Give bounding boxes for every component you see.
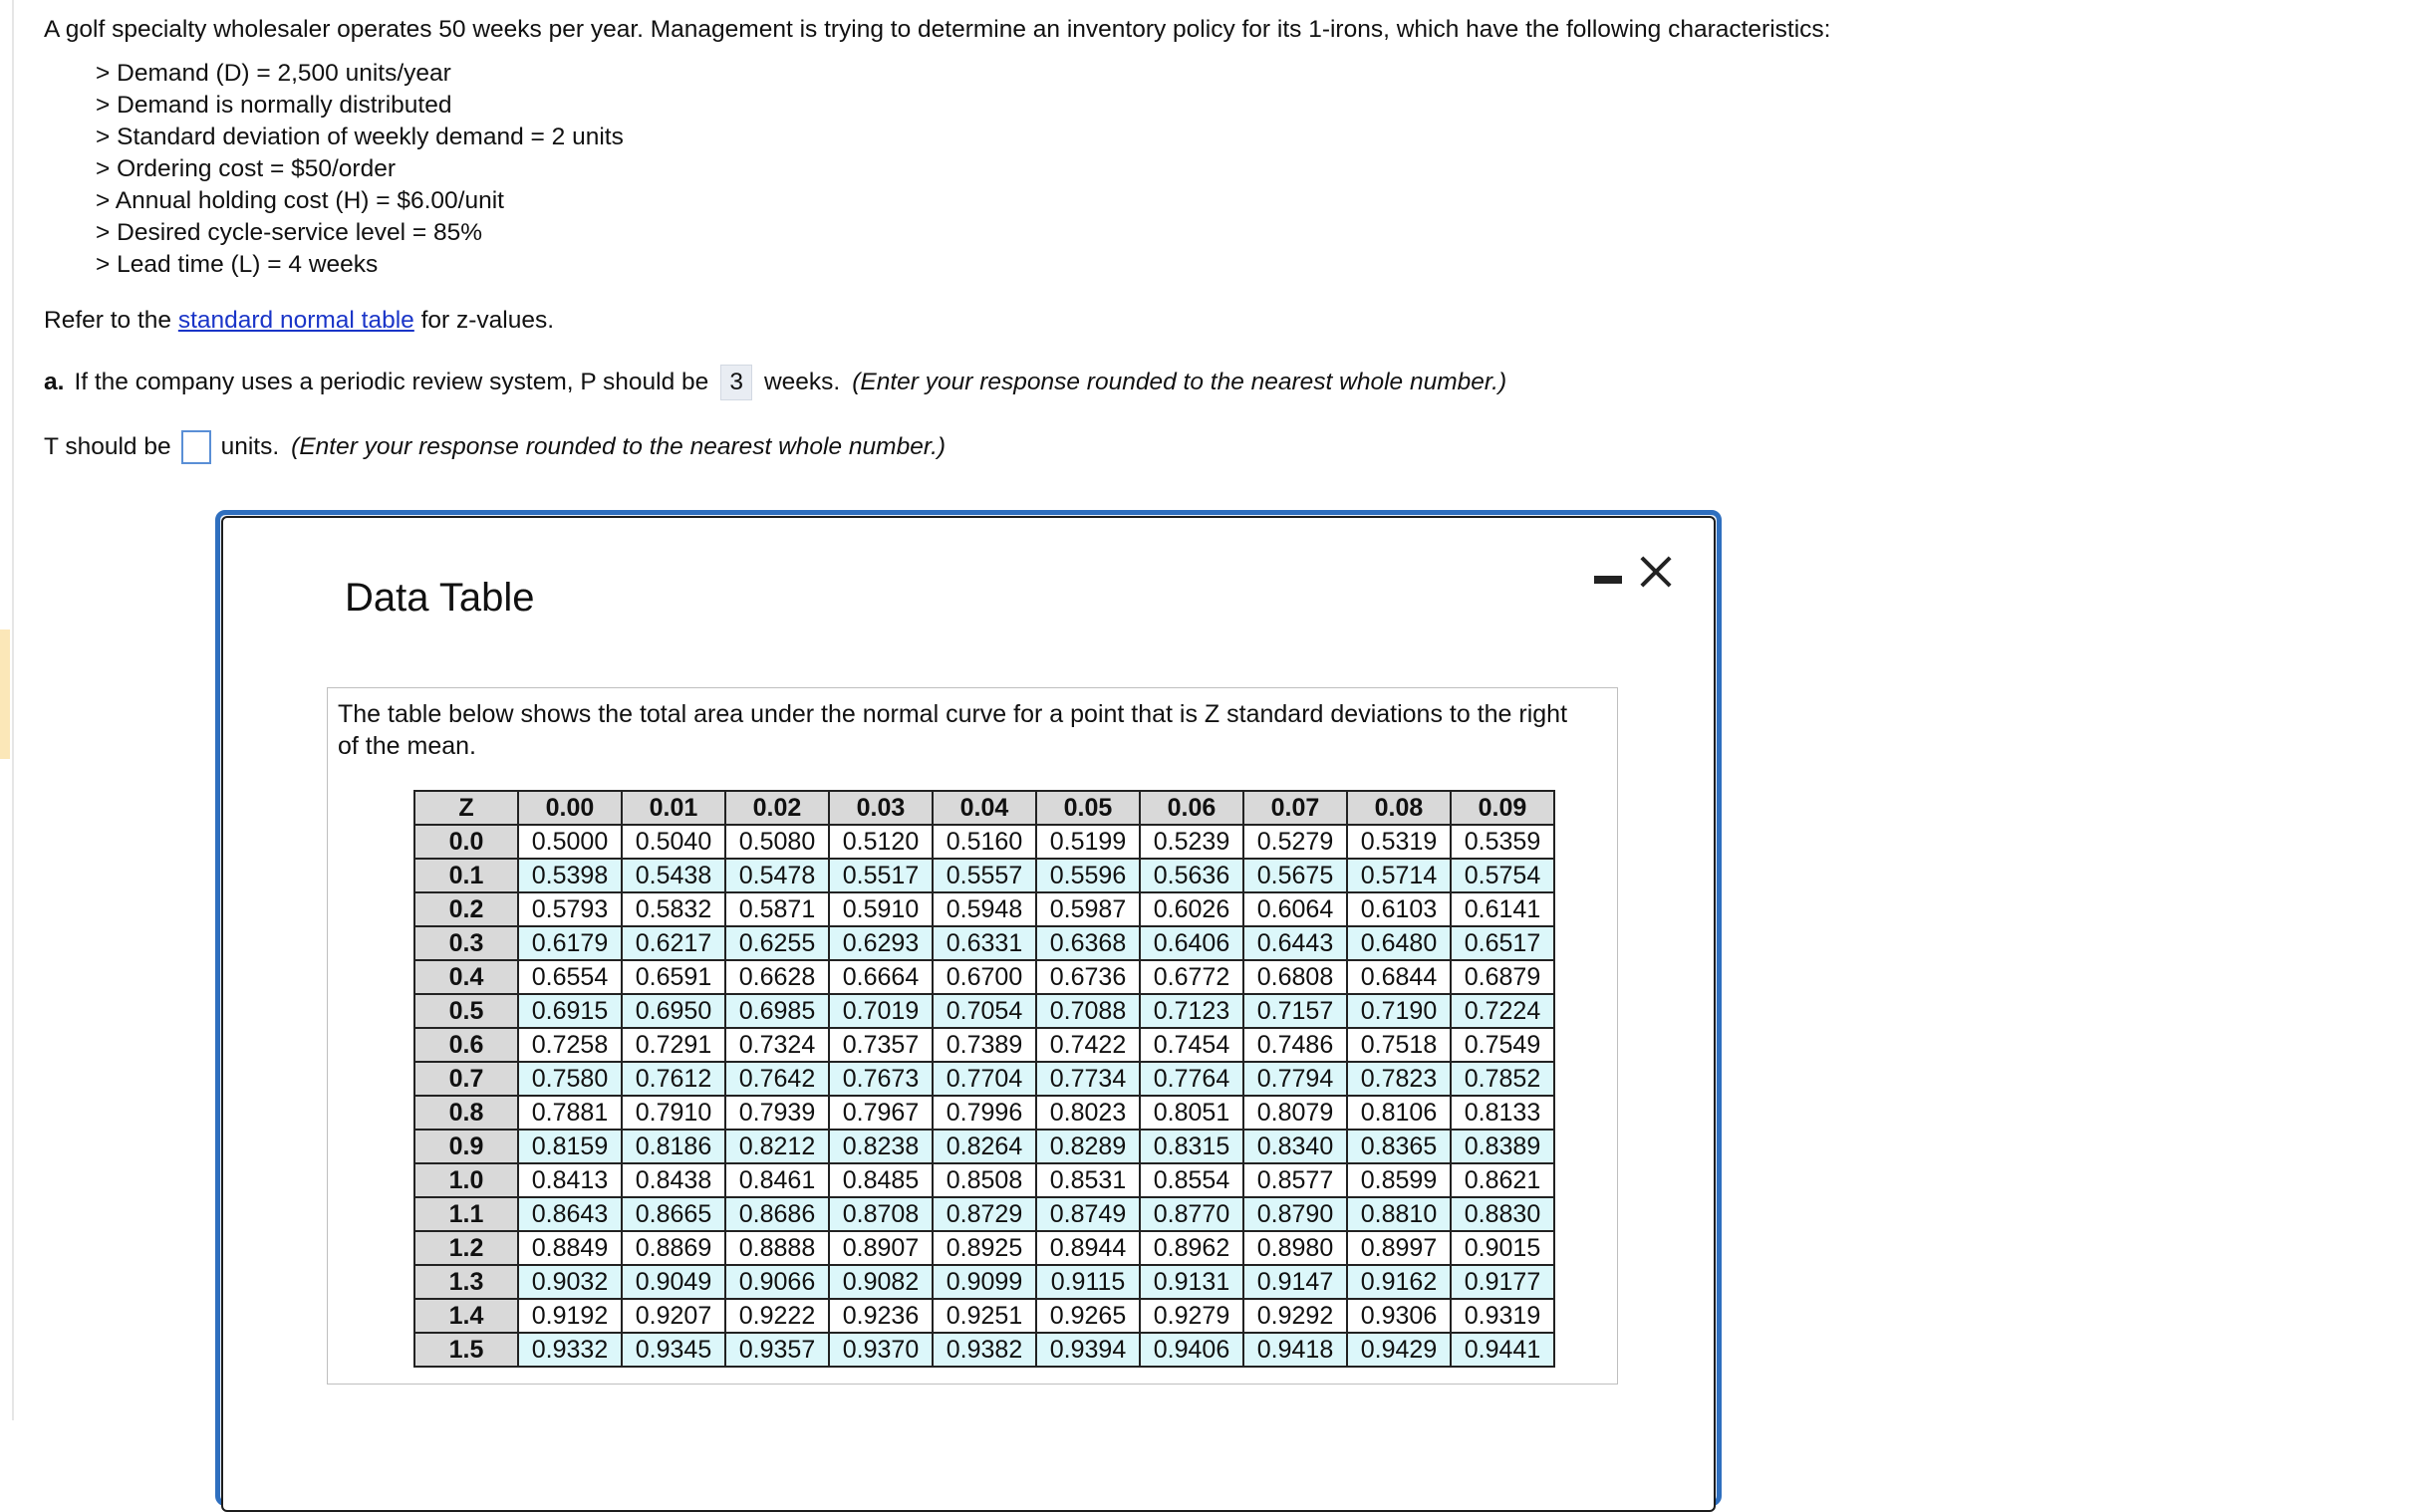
table-cell: 0.6736 <box>1036 960 1140 994</box>
table-cell: 0.8830 <box>1451 1197 1554 1231</box>
table-cell: 0.6591 <box>622 960 725 994</box>
column-header: 0.05 <box>1036 791 1140 825</box>
z-row-header: 0.1 <box>414 859 518 892</box>
table-cell: 0.5557 <box>933 859 1036 892</box>
left-divider <box>12 0 14 1420</box>
table-cell: 0.8413 <box>518 1163 622 1197</box>
table-cell: 0.7486 <box>1243 1028 1347 1062</box>
z-row-header: 0.0 <box>414 825 518 859</box>
part-t-question <box>44 430 2335 464</box>
list-item: > Lead time (L) = 4 weeks <box>96 249 2335 281</box>
table-cell: 0.8729 <box>933 1197 1036 1231</box>
t-answer-input[interactable] <box>181 430 211 464</box>
table-cell: 0.6480 <box>1347 926 1451 960</box>
z-row-header: 0.6 <box>414 1028 518 1062</box>
table-cell: 0.9049 <box>622 1265 725 1299</box>
table-cell: 0.5714 <box>1347 859 1451 892</box>
column-header: 0.09 <box>1451 791 1554 825</box>
table-cell: 0.7939 <box>725 1096 829 1130</box>
table-cell: 0.7580 <box>518 1062 622 1096</box>
table-row <box>414 892 1554 926</box>
table-cell: 0.9099 <box>933 1265 1036 1299</box>
table-cell: 0.5910 <box>829 892 933 926</box>
table-row <box>414 960 1554 994</box>
table-cell: 0.8869 <box>622 1231 725 1265</box>
table-cell: 0.6026 <box>1140 892 1243 926</box>
table-cell: 0.8599 <box>1347 1163 1451 1197</box>
table-cell: 0.9306 <box>1347 1299 1451 1333</box>
table-cell: 0.6772 <box>1140 960 1243 994</box>
table-cell: 0.9251 <box>933 1299 1036 1333</box>
table-cell: 0.8554 <box>1140 1163 1243 1197</box>
table-row <box>414 1265 1554 1299</box>
table-cell: 0.9332 <box>518 1333 622 1367</box>
table-cell: 0.6879 <box>1451 960 1554 994</box>
table-cell: 0.8051 <box>1140 1096 1243 1130</box>
table-cell: 0.9357 <box>725 1333 829 1367</box>
table-cell: 0.5871 <box>725 892 829 926</box>
table-cell: 0.9265 <box>1036 1299 1140 1333</box>
table-cell: 0.7910 <box>622 1096 725 1130</box>
table-cell: 0.5359 <box>1451 825 1554 859</box>
z-row-header: 0.9 <box>414 1130 518 1163</box>
table-cell: 0.8365 <box>1347 1130 1451 1163</box>
table-header-row <box>414 791 1554 825</box>
list-item: > Annual holding cost (H) = $6.00/unit <box>96 185 2335 217</box>
table-cell: 0.9418 <box>1243 1333 1347 1367</box>
table-cell: 0.5398 <box>518 859 622 892</box>
table-cell: 0.5239 <box>1140 825 1243 859</box>
refer-line <box>44 307 2335 335</box>
table-cell: 0.9131 <box>1140 1265 1243 1299</box>
table-cell: 0.7291 <box>622 1028 725 1062</box>
table-cell: 0.6517 <box>1451 926 1554 960</box>
table-cell: 0.7357 <box>829 1028 933 1062</box>
table-cell: 0.8159 <box>518 1130 622 1163</box>
z-table <box>413 790 1555 1368</box>
table-cell: 0.8461 <box>725 1163 829 1197</box>
table-cell: 0.8907 <box>829 1231 933 1265</box>
table-cell: 0.9147 <box>1243 1265 1347 1299</box>
close-icon[interactable] <box>1636 552 1676 592</box>
table-cell: 0.7764 <box>1140 1062 1243 1096</box>
table-cell: 0.5987 <box>1036 892 1140 926</box>
table-cell: 0.8389 <box>1451 1130 1554 1163</box>
column-header: 0.08 <box>1347 791 1451 825</box>
table-row <box>414 1130 1554 1163</box>
table-cell: 0.8485 <box>829 1163 933 1197</box>
table-cell: 0.8997 <box>1347 1231 1451 1265</box>
refer-prefix: Refer to the <box>44 307 172 334</box>
table-cell: 0.8665 <box>622 1197 725 1231</box>
table-cell: 0.8531 <box>1036 1163 1140 1197</box>
table-row <box>414 1299 1554 1333</box>
table-cell: 0.5438 <box>622 859 725 892</box>
part-a-label: a. <box>44 369 65 395</box>
table-row <box>414 825 1554 859</box>
dialog-title: Data Table <box>345 576 535 620</box>
table-cell: 0.6103 <box>1347 892 1451 926</box>
table-cell: 0.7967 <box>829 1096 933 1130</box>
table-cell: 0.6985 <box>725 994 829 1028</box>
table-cell: 0.9066 <box>725 1265 829 1299</box>
table-cell: 0.6331 <box>933 926 1036 960</box>
table-cell: 0.9207 <box>622 1299 725 1333</box>
table-cell: 0.8212 <box>725 1130 829 1163</box>
part-t-text: T should be <box>44 433 171 460</box>
table-cell: 0.8577 <box>1243 1163 1347 1197</box>
table-row <box>414 1028 1554 1062</box>
table-row <box>414 1231 1554 1265</box>
table-cell: 0.9441 <box>1451 1333 1554 1367</box>
table-panel[interactable] <box>327 687 1618 1385</box>
table-cell: 0.6915 <box>518 994 622 1028</box>
table-cell: 0.7422 <box>1036 1028 1140 1062</box>
z-row-header: 1.2 <box>414 1231 518 1265</box>
z-row-header: 1.0 <box>414 1163 518 1197</box>
table-cell: 0.8749 <box>1036 1197 1140 1231</box>
table-cell: 0.9222 <box>725 1299 829 1333</box>
table-cell: 0.8686 <box>725 1197 829 1231</box>
table-cell: 0.9015 <box>1451 1231 1554 1265</box>
table-cell: 0.7019 <box>829 994 933 1028</box>
column-header: 0.04 <box>933 791 1036 825</box>
table-cell: 0.5754 <box>1451 859 1554 892</box>
table-cell: 0.8264 <box>933 1130 1036 1163</box>
table-cell: 0.7518 <box>1347 1028 1451 1062</box>
z-row-header: 0.7 <box>414 1062 518 1096</box>
table-cell: 0.8810 <box>1347 1197 1451 1231</box>
table-cell: 0.8770 <box>1140 1197 1243 1231</box>
table-cell: 0.5199 <box>1036 825 1140 859</box>
z-row-header: 1.5 <box>414 1333 518 1367</box>
list-item: > Demand is normally distributed <box>96 90 2335 122</box>
table-cell: 0.6217 <box>622 926 725 960</box>
z-row-header: 1.1 <box>414 1197 518 1231</box>
table-cell: 0.7324 <box>725 1028 829 1062</box>
table-cell: 0.5279 <box>1243 825 1347 859</box>
z-row-header: 0.3 <box>414 926 518 960</box>
column-header: 0.07 <box>1243 791 1347 825</box>
table-cell: 0.9406 <box>1140 1333 1243 1367</box>
table-cell: 0.8708 <box>829 1197 933 1231</box>
table-cell: 0.5080 <box>725 825 829 859</box>
column-header: 0.00 <box>518 791 622 825</box>
table-cell: 0.7673 <box>829 1062 933 1096</box>
column-header: 0.06 <box>1140 791 1243 825</box>
list-item: > Standard deviation of weekly demand = 2 units <box>96 122 2335 153</box>
table-cell: 0.8621 <box>1451 1163 1554 1197</box>
table-cell: 0.9382 <box>933 1333 1036 1367</box>
table-cell: 0.8790 <box>1243 1197 1347 1231</box>
table-cell: 0.6808 <box>1243 960 1347 994</box>
table-cell: 0.9177 <box>1451 1265 1554 1299</box>
table-cell: 0.9162 <box>1347 1265 1451 1299</box>
table-cell: 0.9032 <box>518 1265 622 1299</box>
table-cell: 0.7823 <box>1347 1062 1451 1096</box>
z-column-header: Z <box>414 791 518 825</box>
table-cell: 0.6443 <box>1243 926 1347 960</box>
z-row-header: 0.5 <box>414 994 518 1028</box>
table-cell: 0.9192 <box>518 1299 622 1333</box>
table-cell: 0.8315 <box>1140 1130 1243 1163</box>
problem-statement <box>44 14 2335 464</box>
table-cell: 0.7088 <box>1036 994 1140 1028</box>
table-cell: 0.8079 <box>1243 1096 1347 1130</box>
table-cell: 0.8980 <box>1243 1231 1347 1265</box>
table-cell: 0.6950 <box>622 994 725 1028</box>
table-cell: 0.6406 <box>1140 926 1243 960</box>
table-cell: 0.5040 <box>622 825 725 859</box>
table-cell: 0.6293 <box>829 926 933 960</box>
table-row <box>414 1062 1554 1096</box>
list-item: > Ordering cost = $50/order <box>96 153 2335 185</box>
table-cell: 0.8106 <box>1347 1096 1451 1130</box>
table-cell: 0.7054 <box>933 994 1036 1028</box>
z-row-header: 0.8 <box>414 1096 518 1130</box>
table-cell: 0.6368 <box>1036 926 1140 960</box>
table-cell: 0.7852 <box>1451 1062 1554 1096</box>
table-cell: 0.5478 <box>725 859 829 892</box>
table-cell: 0.6628 <box>725 960 829 994</box>
table-cell: 0.6141 <box>1451 892 1554 926</box>
table-row <box>414 1096 1554 1130</box>
table-cell: 0.7190 <box>1347 994 1451 1028</box>
table-cell: 0.5319 <box>1347 825 1451 859</box>
table-cell: 0.7157 <box>1243 994 1347 1028</box>
table-cell: 0.8133 <box>1451 1096 1554 1130</box>
table-cell: 0.5793 <box>518 892 622 926</box>
table-cell: 0.6064 <box>1243 892 1347 926</box>
table-cell: 0.7549 <box>1451 1028 1554 1062</box>
table-cell: 0.5120 <box>829 825 933 859</box>
table-cell: 0.8438 <box>622 1163 725 1197</box>
part-a-unit: weeks. <box>763 369 841 395</box>
table-cell: 0.7734 <box>1036 1062 1140 1096</box>
table-cell: 0.8888 <box>725 1231 829 1265</box>
table-cell: 0.5832 <box>622 892 725 926</box>
table-cell: 0.7454 <box>1140 1028 1243 1062</box>
table-cell: 0.6179 <box>518 926 622 960</box>
table-cell: 0.5517 <box>829 859 933 892</box>
table-row <box>414 994 1554 1028</box>
part-t-hint: (Enter your response rounded to the nearest whole number.) <box>291 433 947 460</box>
table-cell: 0.5948 <box>933 892 1036 926</box>
table-cell: 0.7612 <box>622 1062 725 1096</box>
table-cell: 0.8023 <box>1036 1096 1140 1130</box>
table-cell: 0.6554 <box>518 960 622 994</box>
table-cell: 0.5160 <box>933 825 1036 859</box>
column-header: 0.02 <box>725 791 829 825</box>
part-a-answer-field[interactable]: 3 <box>720 365 752 400</box>
table-cell: 0.7794 <box>1243 1062 1347 1096</box>
column-header: 0.03 <box>829 791 933 825</box>
list-item: > Demand (D) = 2,500 units/year <box>96 58 2335 90</box>
table-cell: 0.7123 <box>1140 994 1243 1028</box>
part-a-question <box>44 365 2335 400</box>
z-row-header: 0.2 <box>414 892 518 926</box>
table-cell: 0.9394 <box>1036 1333 1140 1367</box>
table-cell: 0.8238 <box>829 1130 933 1163</box>
table-caption: The table below shows the total area under the normal curve for a point that is Z standard deviations to the right of the mean. <box>338 700 1568 760</box>
table-cell: 0.8289 <box>1036 1130 1140 1163</box>
table-cell: 0.5636 <box>1140 859 1243 892</box>
table-cell: 0.9082 <box>829 1265 933 1299</box>
table-cell: 0.9319 <box>1451 1299 1554 1333</box>
table-cell: 0.7389 <box>933 1028 1036 1062</box>
table-cell: 0.5675 <box>1243 859 1347 892</box>
part-a-hint: (Enter your response rounded to the nearest whole number.) <box>852 369 1507 395</box>
problem-intro: A golf specialty wholesaler operates 50 weeks per year. Management is trying to determine an inventory policy for its 1-irons, which have the following characteristics: <box>44 16 1831 43</box>
table-cell: 0.8944 <box>1036 1231 1140 1265</box>
part-t-unit: units. <box>220 433 280 460</box>
table-cell: 0.7996 <box>933 1096 1036 1130</box>
table-cell: 0.8962 <box>1140 1231 1243 1265</box>
data-table-dialog <box>221 516 1716 1512</box>
characteristics-list <box>96 58 2335 281</box>
table-cell: 0.7704 <box>933 1062 1036 1096</box>
table-row <box>414 859 1554 892</box>
table-cell: 0.7224 <box>1451 994 1554 1028</box>
table-cell: 0.9429 <box>1347 1333 1451 1367</box>
table-cell: 0.8925 <box>933 1231 1036 1265</box>
standard-normal-table-link[interactable]: standard normal table <box>177 307 414 334</box>
table-cell: 0.9345 <box>622 1333 725 1367</box>
list-item: > Desired cycle-service level = 85% <box>96 217 2335 249</box>
table-cell: 0.9279 <box>1140 1299 1243 1333</box>
table-cell: 0.6664 <box>829 960 933 994</box>
table-cell: 0.6255 <box>725 926 829 960</box>
table-row <box>414 1197 1554 1231</box>
table-cell: 0.7258 <box>518 1028 622 1062</box>
column-header: 0.01 <box>622 791 725 825</box>
table-cell: 0.7642 <box>725 1062 829 1096</box>
minimize-icon[interactable] <box>1594 576 1622 584</box>
table-cell: 0.9292 <box>1243 1299 1347 1333</box>
z-row-header: 1.3 <box>414 1265 518 1299</box>
table-cell: 0.5000 <box>518 825 622 859</box>
table-cell: 0.7881 <box>518 1096 622 1130</box>
part-a-text: If the company uses a periodic review system, P should be <box>74 369 709 395</box>
table-cell: 0.8508 <box>933 1163 1036 1197</box>
refer-suffix: for z-values. <box>420 307 555 334</box>
table-row <box>414 1333 1554 1367</box>
table-cell: 0.9236 <box>829 1299 933 1333</box>
table-cell: 0.8643 <box>518 1197 622 1231</box>
z-row-header: 0.4 <box>414 960 518 994</box>
table-cell: 0.5596 <box>1036 859 1140 892</box>
table-cell: 0.8849 <box>518 1231 622 1265</box>
z-row-header: 1.4 <box>414 1299 518 1333</box>
table-row <box>414 1163 1554 1197</box>
table-row <box>414 926 1554 960</box>
left-accent-bar <box>0 630 10 759</box>
table-cell: 0.9115 <box>1036 1265 1140 1299</box>
table-cell: 0.6700 <box>933 960 1036 994</box>
table-cell: 0.8186 <box>622 1130 725 1163</box>
table-body <box>414 825 1554 1367</box>
table-cell: 0.6844 <box>1347 960 1451 994</box>
table-cell: 0.9370 <box>829 1333 933 1367</box>
table-cell: 0.8340 <box>1243 1130 1347 1163</box>
